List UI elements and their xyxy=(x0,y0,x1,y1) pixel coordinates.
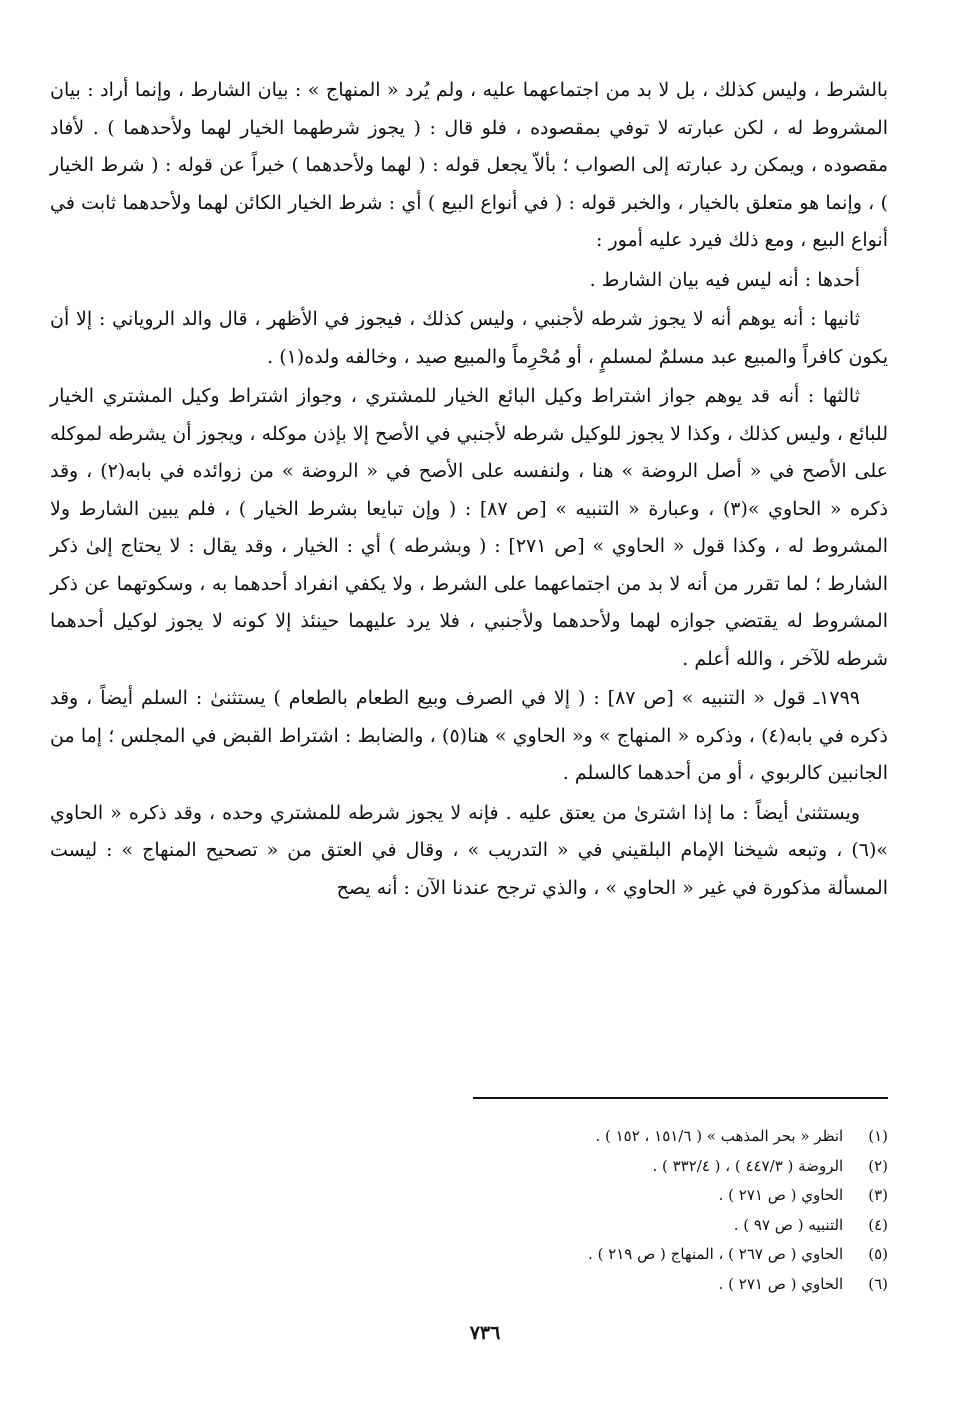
page-number: ٧٣٦ xyxy=(469,1322,501,1344)
footnote-2 xyxy=(380,1152,888,1182)
footnote-number: (٢) xyxy=(868,1156,888,1175)
footnote-1 xyxy=(380,1122,888,1152)
footnotes xyxy=(380,1122,888,1299)
footnote-number: (٤) xyxy=(868,1215,888,1234)
footnote-number: (٦) xyxy=(868,1274,888,1293)
paragraph-5: ١٧٩٩ـ قول « التنبيه » [ص ٨٧] : ( إلا في الصرف وبيع الطعام بالطعام ) يستثنىٰ : السلم أيضاً ، وقد ذكره في بابه(٤) ، وذكره « المنهاج » و« الحاوي » هنا(٥) ، والضابط : اشتراط القبض في المجلس ؛ إما من الجانبين كالربوي ، أو من أحدهما كالسلم . xyxy=(50,687,888,784)
footnote-text: الحاوي ( ص ٢٦٧ ) ، المنهاج ( ص ٢١٩ ) . xyxy=(588,1245,844,1263)
footnote-divider xyxy=(473,1097,888,1099)
main-text xyxy=(50,72,888,909)
footnote-text: انظر « بحر المذهب » ( ١٥١/٦ ، ١٥٢ ) . xyxy=(595,1127,844,1145)
footnote-number: (٥) xyxy=(868,1245,888,1263)
footnote-number: (٣) xyxy=(868,1186,888,1204)
footnote-number: (١) xyxy=(868,1127,888,1145)
footnote-5 xyxy=(380,1240,888,1270)
footnote-text: الروضة ( ٤٤٧/٣ ) ، ( ٣٣٢/٤ ) . xyxy=(652,1156,844,1175)
paragraph-6: ويستثنىٰ أيضاً : ما إذا اشترىٰ من يعتق عليه . فإنه لا يجوز شرطه للمشتري وحده ، وقد ذكره « الحاوي »(٦) ، وتبعه شيخنا الإمام البلقيني في « التدريب » ، وقال في العتق من « تصحيح المنهاج » : ليست المسألة مذكورة في غير « الحاوي » ، والذي ترجح عندنا الآن : أنه يصح xyxy=(50,801,888,899)
footnote-3 xyxy=(380,1181,888,1211)
footnote-text: التنبيه ( ص ٩٧ ) . xyxy=(733,1215,844,1234)
footnote-text: الحاوي ( ص ٢٧١ ) . xyxy=(718,1274,844,1293)
paragraph-4: ثالثها : أنه قد يوهم جواز اشتراط وكيل البائع الخيار للمشتري ، وجواز اشتراط وكيل المشتري الخيار للبائع ، وليس كذلك ، وكذا لا يجوز للوكيل شرطه لأجنبي في الأصح إلا بإذن موكله ، ويجوز أن يشرطه لموكله على الأصح في « أصل الروضة » هنا ، ولنفسه على الأصح في « الروضة » من زوائده في بابه(٢) ، وقد ذكره « الحاوي »(٣) ، وعبارة « التنبيه » [ص ٨٧] : ( وإن تبايعا بشرط الخيار ) ، فلم يبين الشارط ولا المشروط له ، وكذا قول « الحاوي » [ص ٢٧١] : ( وبشرطه ) أي : الخيار ، وقد يقال : لا يحتاج إلىٰ ذكر الشارط ؛ لما تقرر من أنه لا بد من اجتماعهما على الشرط ، ولا يكفي انفراد أحدهما به ، وسكوتهما عن ذكر المشروط له يقتضي جوازه لهما ولأحدهما ولأجنبي ، فلا يرد عليهما حينئذ إلا كونه لا يجوز لوكيل أحدهما شرطه للآخر ، والله أعلم . xyxy=(50,385,888,670)
footnote-6 xyxy=(380,1270,888,1300)
paragraph-2: أحدها : أنه ليس فيه بيان الشارط . xyxy=(589,268,860,291)
paragraph-3: ثانيها : أنه يوهم أنه لا يجوز شرطه لأجنبي ، وليس كذلك ، فيجوز في الأظهر ، قال والد الروياني : إلا أن يكون كافراً والمبيع عبد مسلمٌ لمسلمٍ ، أو مُحْرِماً والمبيع صيد ، وخالفه ولده(١) . xyxy=(50,308,888,368)
paragraph-1: بالشرط ، وليس كذلك ، بل لا بد من اجتماعهما عليه ، ولم يُرد « المنهاج » : بيان الشارط ، وإنما أراد : بيان المشروط له ، لكن عبارته لا توفي بمقصوده ، فلو قال : ( يجوز شرطهما الخيار لهما ولأحدهما ) . لأفاد مقصوده ، ويمكن رد عبارته إلى الصواب ؛ بألاّ يجعل قوله : ( لهما ولأحدهما ) خبراً عن قوله : ( شرط الخيار ) ، وإنما هو متعلق بالخيار ، والخبر قوله : ( في أنواع البيع ) أي : شرط الخيار الكائن لهما ولأحدهما ثابت في أنواع البيع ، ومع ذلك فيرد عليه أمور : xyxy=(50,79,888,251)
footnote-4 xyxy=(380,1211,888,1241)
footnote-text: الحاوي ( ص ٢٧١ ) . xyxy=(718,1186,844,1204)
